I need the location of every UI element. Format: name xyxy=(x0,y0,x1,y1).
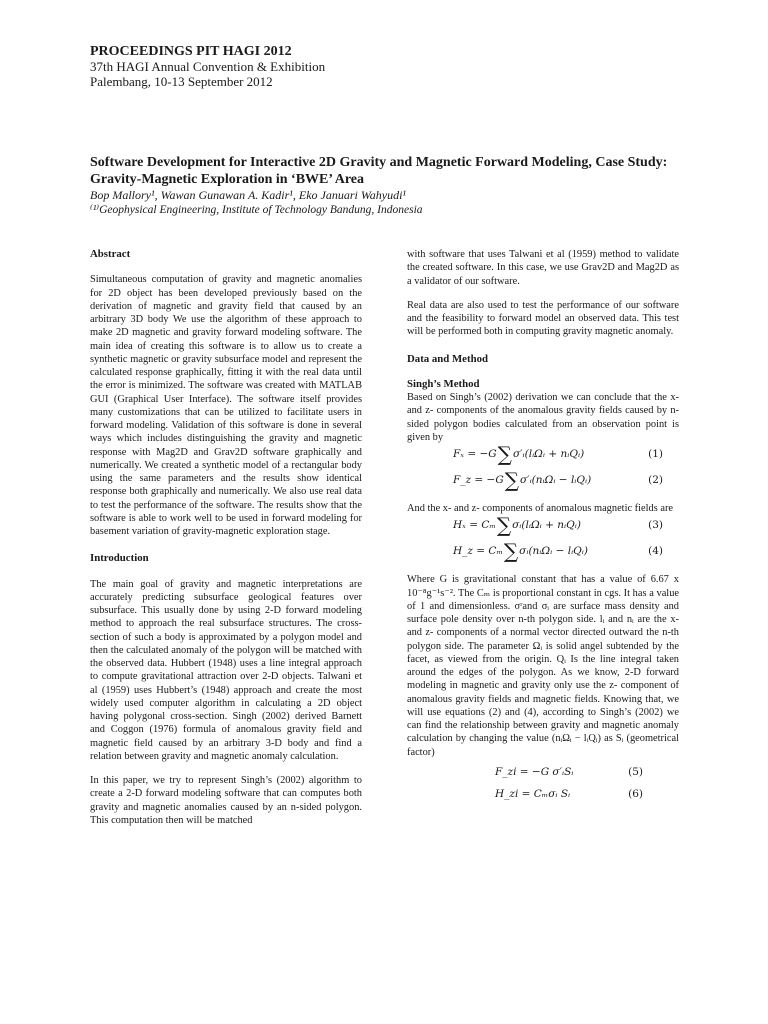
equation-1: Fₓ = −G∑σ′ᵢ(lᵢΩᵢ + nᵢQᵢ) (1) xyxy=(453,442,663,466)
left-column xyxy=(90,248,362,838)
introduction-heading: Introduction xyxy=(90,552,149,565)
data-method-heading: Data and Method xyxy=(407,352,488,365)
summation-symbol: ∑ xyxy=(497,442,512,466)
proceedings-title: PROCEEDINGS PIT HAGI 2012 xyxy=(90,44,292,59)
proceedings-header xyxy=(90,44,690,89)
abstract-heading: Abstract xyxy=(90,248,131,260)
equation-4: H_z = Cₘ∑σᵢ(nᵢΩᵢ − lᵢQᵢ) (4) xyxy=(453,539,663,564)
equation-number: (3) xyxy=(648,519,663,532)
introduction-paragraph-1: The main goal of gravity and magnetic interpretations are accurately predicting subsurface geological features over subsurface. This usually done by using 2-D forward modeling method to approach the real subsurface structures. The cross-section of such a body is approximated by a polygon model and then the calculated anomaly of the polygon will be matched with the observed data. Hubbert (1948) uses a line integral approach to compute gravitational attraction over 2-D objects. Talwani et al (1959) uses Hubbert’s (1948) approach and create the most widely used computer algorithm in calculating a 2D object having polygonal cross-section. Singh (2002) derived Barnett and Coggon (1976) formula of anomalous gravity field and magnetic field caused by an arbitrary 3-D body and find a relation between gravity and magnetic anomaly calculation. xyxy=(90,578,362,762)
equation-number: (4) xyxy=(648,545,663,558)
right-column xyxy=(407,248,679,805)
equation-number: (5) xyxy=(628,765,643,778)
abstract-text: Simultaneous computation of gravity and magnetic anomalies for 2D object has been developed previously based on the derivation of magnetic and gravity field that caused by an arbitrary 3D body We use the algorithm of these approach to make 2D magnetic and gravity forward modeling software. The main idea of creating this software is to allow us to create a synthetic magnetic or gravity subsurface model and represent the calculated response graphically, fitting it with the real data until the error is minimized. The software was created with MATLAB GUI (Graphical User Interface). The software itself provides many customizations that can be utilized to facilitate users in forward modeling. Validation of this software is done in several ways which includes distinguishing the gravity and magnetic response with Mag2D and Grav2D software graphically and numerically. We created a synthetic model of a rectangular body using the same parameters and the results show identical response both graphically and numerically. We also use real data to test the performance of the software. The results show that the software is able to work well to be used in forward modeling for basement variation of gravity-magnetic exploration stage. xyxy=(90,274,362,537)
summation-symbol: ∑ xyxy=(496,513,512,538)
equation-number: (1) xyxy=(648,448,663,460)
affiliation: ⁽¹⁾Geophysical Engineering, Institute of Technology Bandung, Indonesia xyxy=(90,204,423,216)
paper-title: Software Development for Interactive 2D Gravity and Magnetic Forward Modeling, Case Study: Gravity-Magnetic Exploration in ‘BWE’ Area xyxy=(90,155,668,187)
paragraph-validation: with software that uses Talwani et al (1959) method to validate the created software. In this case, we use Grav2D and Mag2D as a validator of our software. xyxy=(407,249,679,287)
equation-3: Hₓ = Cₘ∑σᵢ(lᵢΩᵢ + nᵢQᵢ) (3) xyxy=(453,513,663,538)
summation-symbol: ∑ xyxy=(504,468,520,492)
singh-method-heading: Singh’s Method xyxy=(407,377,480,390)
summation-symbol: ∑ xyxy=(503,539,519,564)
paragraph-real-data: Real data are also used to test the performance of our software and the feasibility to forward model an observed data. This test will be performed both in computing gravity magnetic anomaly. xyxy=(407,299,679,338)
convention-name: 37th HAGI Annual Convention & Exhibition xyxy=(90,59,326,74)
equation-6: H_zi = Cₘσᵢ Sᵢ (6) xyxy=(407,783,679,805)
introduction-paragraph-2: In this paper, we try to represent Singh’s (2002) algorithm to create a 2-D forward modeling software that can computes both gravity and magnetic anomalies caused by an n-sided polygon. This computation then will be matched xyxy=(90,775,362,826)
paragraph-magnetic-intro: And the x- and z- components of anomalous magnetic fields are xyxy=(407,503,674,514)
title-block xyxy=(90,154,690,218)
equation-5: F_zi = −G σ′ᵢSᵢ (5) xyxy=(407,761,679,783)
paragraph-constants: Where G is gravitational constant that has a value of 6.67 x 10⁻⁸g⁻¹s⁻². The Cₘ is proportional constant in cgs. It has a value of 1 and dimensionless. σʳand σᵢ are surface mass density and surface pole density over n-th polygon side. lᵢ and nᵢ are the x- and z- components of a normal vector directed outward the n-th polygon side. The parameter Ωᵢ is solid angel subtended by the facet, as viewed from the origin. Qᵢ Is the line integral taken around the edges of the polygon. As we know, 2-D forward modeling in magnetic and gravity only use the z- component of anomalous gravity fields and magnetic fields. Knowing that, we will use equations (2) and (4), according to Singh’s (2002) we can find the relationship between gravity and magnetic anomaly calculation by changing the value (nᵢΩᵢ − lᵢQᵢ) as Sᵢ (geometrical factor) xyxy=(407,574,679,758)
authors: Bop Mallory¹, Wawan Gunawan A. Kadir¹, Eko Januari Wahyudi¹ xyxy=(90,188,407,202)
equation-2: F_z = −G∑σ′ᵢ(nᵢΩᵢ − lᵢQᵢ) (2) xyxy=(453,468,663,492)
paragraph-singh-derivation: Based on Singh’s (2002) derivation we can conclude that the x- and z- components of the anomalous gravity fields caused by n-sided polygon bodies calculated from an observation point is given by xyxy=(407,392,679,443)
location-date: Palembang, 10-13 September 2012 xyxy=(90,74,273,89)
equation-number: (2) xyxy=(648,474,663,486)
equation-number: (6) xyxy=(628,787,643,800)
